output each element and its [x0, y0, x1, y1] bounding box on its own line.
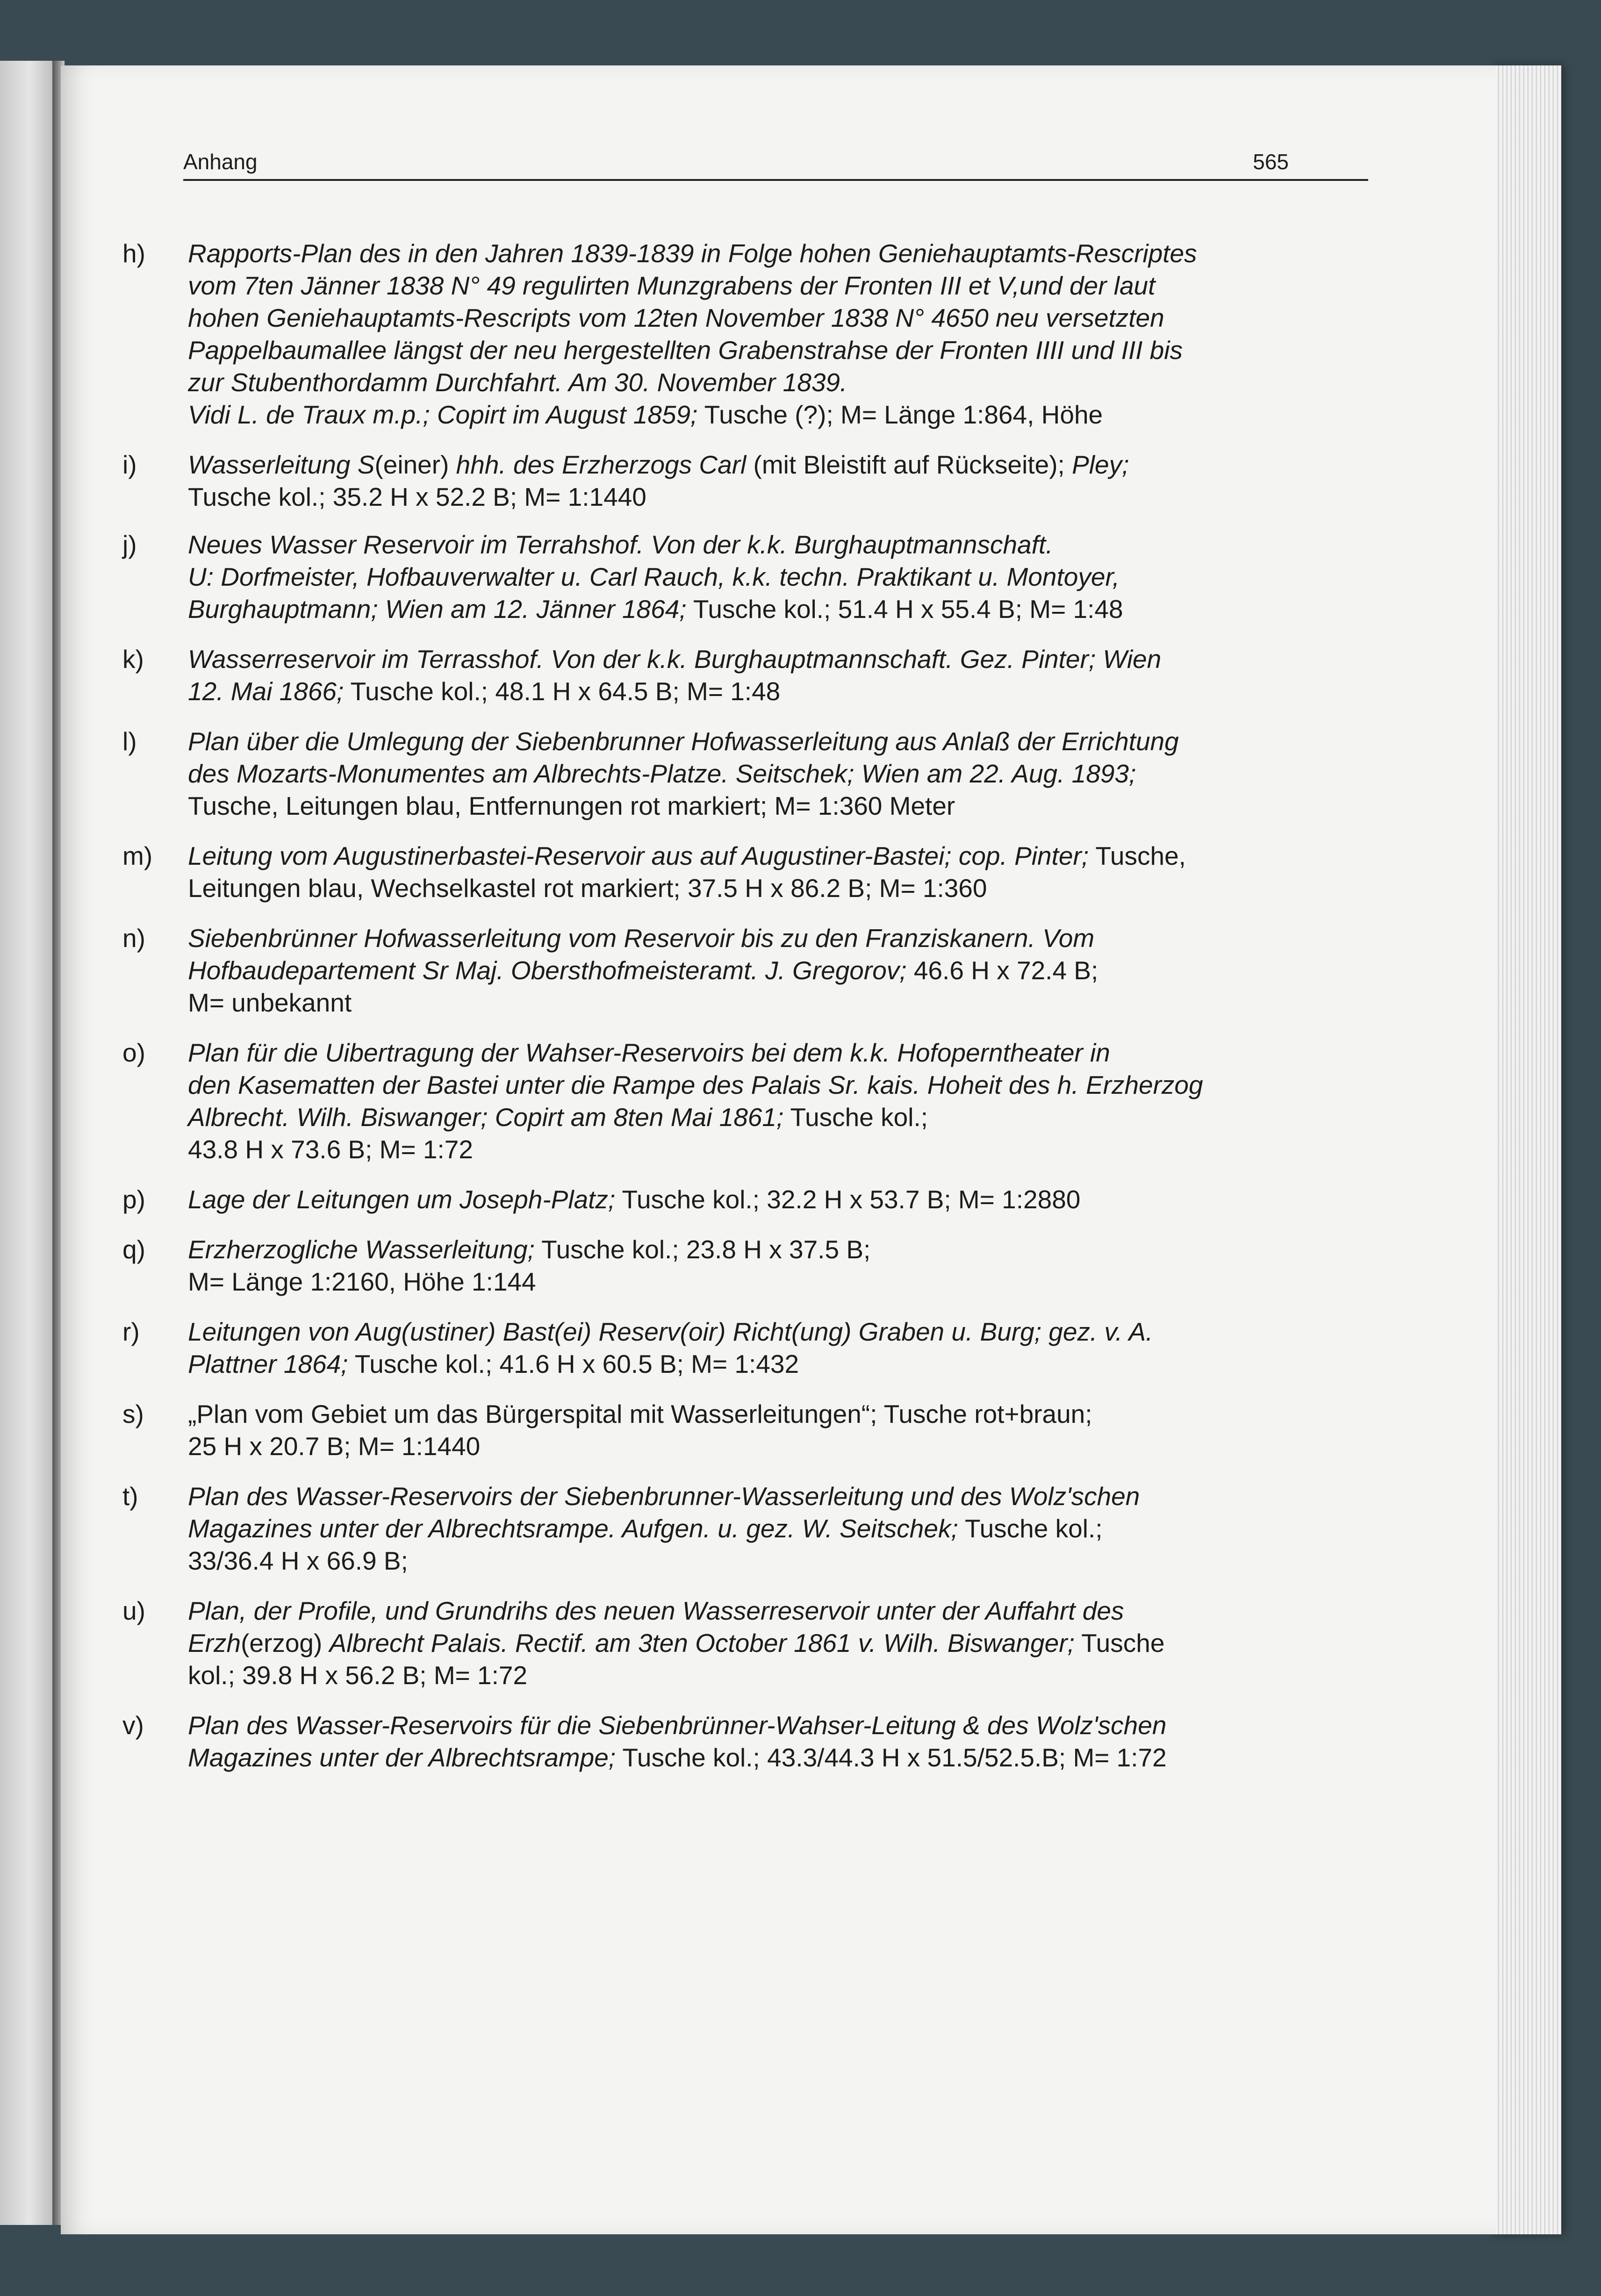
entry-text-italic: Siebenbrünner Hofwasserleitung vom Reservoir bis zu den Franziskanern. Vom	[188, 924, 1095, 953]
entry-text: Tusche kol.;	[783, 1103, 928, 1132]
entry-text: 46.6 H x 72.4 B;	[906, 956, 1098, 985]
entry-text-italic: Albrecht. Wilh. Biswanger; Copirt am 8ten Mai 1861;	[188, 1103, 784, 1132]
entry-text-italic: Rapports-Plan des in den Jahren 1839-1839 in Folge hohen Geniehauptamts-Rescriptes	[188, 239, 1197, 268]
catalog-entry	[122, 840, 1366, 904]
catalog-entry	[122, 1184, 1366, 1216]
entry-line	[188, 1430, 1366, 1463]
entry-text-italic: Plan für die Uibertragung der Wahser-Reservoirs bei dem k.k. Hofoperntheater in	[188, 1038, 1110, 1067]
entry-text: Tusche kol.; 43.3/44.3 H x 51.5/52.5.B; M= 1:72	[616, 1743, 1167, 1772]
entry-line	[188, 561, 1366, 593]
entry-text-italic: Plan des Wasser-Reservoirs für die Siebenbrünner-Wahser-Leitung & des Wolz'schen	[188, 1711, 1167, 1740]
catalog-entry	[122, 725, 1366, 822]
entry-line	[188, 1348, 1366, 1380]
entry-text-italic: vom 7ten Jänner 1838 N° 49 regulirten Munzgrabens der Fronten III et V,und der laut	[188, 271, 1156, 300]
entry-text: Tusche kol.; 48.1 H x 64.5 B; M= 1:48	[344, 677, 781, 706]
entry-line	[188, 1101, 1366, 1134]
entry-letter: m)	[122, 841, 153, 870]
entry-text-italic: Wasserreservoir im Terrasshof. Von der k.k. Burghauptmannschaft. Gez. Pinter; Wien	[188, 645, 1162, 674]
catalog-entry	[122, 1595, 1366, 1692]
entry-line	[188, 1659, 1366, 1692]
entry-line	[188, 922, 1366, 954]
entry-line	[188, 1234, 1366, 1266]
entry-line	[188, 758, 1366, 790]
entry-text: Tusche kol.; 32.2 H x 53.7 B; M= 1:2880	[615, 1185, 1081, 1214]
entry-text-italic: Albrecht Palais. Rectif. am 3ten October 1861 v. Wilh. Biswanger;	[329, 1629, 1075, 1657]
section-title: Anhang	[183, 150, 258, 174]
entry-text: Tusche kol.;	[958, 1514, 1103, 1543]
entry-letter: q)	[122, 1235, 145, 1264]
entry-text-italic: U: Dorfmeister, Hofbauverwalter u. Carl Rauch, k.k. techn. Praktikant u. Montoyer,	[188, 562, 1120, 591]
entry-letter: o)	[122, 1038, 145, 1067]
entry-letter: t)	[122, 1482, 138, 1511]
page-stack-edges	[1491, 65, 1561, 2234]
entry-line	[188, 270, 1366, 302]
entry-letter: p)	[122, 1185, 145, 1214]
entry-text-italic: Magazines unter der Albrechtsrampe. Aufgen. u. gez. W. Seitschek;	[188, 1514, 958, 1543]
catalog-entry	[122, 643, 1366, 708]
entry-line	[188, 872, 1366, 904]
entry-text-italic: den Kasematten der Bastei unter die Rampe des Palais Sr. kais. Hoheit des h. Erzherzog	[188, 1070, 1203, 1099]
entry-text-italic: Plan über die Umlegung der Siebenbrunner Hofwasserleitung aus Anlaß der Errichtung	[188, 727, 1179, 756]
entry-line	[188, 302, 1366, 334]
entry-text-italic: Erzh	[188, 1629, 241, 1657]
entry-line	[188, 790, 1366, 822]
entry-text: Tusche	[1074, 1629, 1165, 1657]
entry-text-italic: hohen Geniehauptamts-Rescripts vom 12ten November 1838 N° 4650 neu versetzten	[188, 303, 1164, 332]
entry-text: (mit Bleistift auf Rückseite);	[746, 450, 1072, 479]
entry-letter: r)	[122, 1317, 140, 1346]
catalog-entry	[122, 1234, 1366, 1298]
catalog-entry	[122, 1709, 1366, 1774]
entry-letter: k)	[122, 645, 144, 674]
entry-line	[188, 366, 1366, 399]
entry-text: Tusche kol.; 51.4 H x 55.4 B; M= 1:48	[686, 595, 1123, 624]
entry-line	[188, 1595, 1366, 1627]
entry-text-italic: 12. Mai 1866;	[188, 677, 344, 706]
entry-line	[188, 954, 1366, 987]
entry-text-italic: Plan des Wasser-Reservoirs der Siebenbrunner-Wasserleitung und des Wolz'schen	[188, 1482, 1140, 1511]
entry-line	[188, 643, 1366, 675]
entry-letter: i)	[122, 450, 137, 479]
entry-text: M= Länge 1:2160, Höhe 1:144	[188, 1267, 536, 1296]
running-header	[183, 143, 1368, 181]
catalog-entry	[122, 922, 1366, 1019]
entry-text: 25 H x 20.7 B; M= 1:1440	[188, 1432, 481, 1461]
entry-line	[188, 1742, 1366, 1774]
entry-text-italic: des Mozarts-Monumentes am Albrechts-Platze. Seitschek; Wien am 22. Aug. 1893;	[188, 759, 1136, 788]
entry-text-italic: Neues Wasser Reservoir im Terrahshof. Von der k.k. Burghauptmannschaft.	[188, 530, 1053, 559]
entry-text: (einer)	[374, 450, 456, 479]
entry-list	[122, 220, 1366, 1774]
entry-line	[188, 1398, 1366, 1430]
entry-line	[188, 593, 1366, 625]
entry-text: Tusche, Leitungen blau, Entfernungen rot markiert; M= 1:360 Meter	[188, 791, 955, 820]
entry-text: Leitungen blau, Wechselkastel rot markiert; 37.5 H x 86.2 B; M= 1:360	[188, 874, 987, 903]
entry-letter: s)	[122, 1399, 144, 1428]
entry-text-italic: Hofbaudepartement Sr Maj. Obersthofmeisteramt. J. Gregorov;	[188, 956, 907, 985]
page-number: 565	[1253, 150, 1289, 174]
entry-text-italic: Wasserleitung S	[188, 450, 375, 479]
entry-line	[188, 1545, 1366, 1577]
entry-line	[188, 334, 1366, 366]
entry-line	[188, 1316, 1366, 1348]
entry-line	[188, 675, 1366, 708]
catalog-entry	[122, 1037, 1366, 1166]
entry-text: Tusche kol.; 41.6 H x 60.5 B; M= 1:432	[348, 1349, 799, 1378]
entry-text-italic: Pley;	[1072, 450, 1129, 479]
entry-line	[188, 1627, 1366, 1659]
entry-letter: n)	[122, 924, 145, 953]
entry-line	[188, 1480, 1366, 1513]
entry-text-italic: Burghauptmann; Wien am 12. Jänner 1864;	[188, 595, 687, 624]
entry-text: kol.; 39.8 H x 56.2 B; M= 1:72	[188, 1661, 528, 1690]
entry-text: 33/36.4 H x 66.9 B;	[188, 1546, 408, 1575]
entry-letter: j)	[122, 530, 137, 559]
entry-line	[188, 529, 1366, 561]
entry-text: Tusche kol.; 23.8 H x 37.5 B;	[534, 1235, 871, 1264]
entry-letter: l)	[122, 727, 137, 756]
entry-text: Tusche (?); M= Länge 1:864, Höhe	[697, 400, 1103, 429]
entry-line	[188, 725, 1366, 758]
catalog-entry	[122, 529, 1366, 625]
entry-line	[188, 987, 1366, 1019]
entry-line	[188, 840, 1366, 872]
entry-text-italic: Lage der Leitungen um Joseph-Platz;	[188, 1185, 616, 1214]
entry-line	[188, 1513, 1366, 1545]
entry-line	[188, 1709, 1366, 1742]
entry-letter: h)	[122, 239, 145, 268]
entry-text-italic: zur Stubenthordamm Durchfahrt. Am 30. November 1839.	[188, 368, 847, 397]
entry-text-italic: Leitungen von Aug(ustiner) Bast(ei) Reserv(oir) Richt(ung) Graben u. Burg; gez. v. A.	[188, 1317, 1153, 1346]
entry-line	[188, 1134, 1366, 1166]
entry-text: Tusche kol.; 35.2 H x 52.2 B; M= 1:1440	[188, 482, 646, 511]
entry-text-italic: Vidi L. de Traux m.p.; Copirt im August 1859;	[188, 400, 698, 429]
catalog-entry	[122, 1480, 1366, 1577]
entry-line	[188, 399, 1366, 431]
entry-line	[188, 1037, 1366, 1069]
entry-text-italic: Magazines unter der Albrechtsrampe;	[188, 1743, 616, 1772]
entry-text-italic: Erzherzogliche Wasserleitung;	[188, 1235, 535, 1264]
entry-text-italic: hhh. des Erzherzogs Carl	[456, 450, 747, 479]
entry-text: „Plan vom Gebiet um das Bürgerspital mit Wasserleitungen“; Tusche rot+braun;	[188, 1399, 1092, 1428]
entry-line	[188, 1266, 1366, 1298]
entry-letter: v)	[122, 1711, 144, 1740]
catalog-entry	[122, 1398, 1366, 1463]
entry-text-italic: Plan, der Profile, und Grundrihs des neuen Wasserreservoir unter der Auffahrt des	[188, 1596, 1124, 1625]
entry-text-italic: Plattner 1864;	[188, 1349, 348, 1378]
entry-line	[188, 1069, 1366, 1101]
entry-text-italic: Leitung vom Augustinerbastei-Reservoir aus auf Augustiner-Bastei; cop. Pinter;	[188, 841, 1089, 870]
entry-text: (erzog)	[241, 1629, 330, 1657]
entry-line	[188, 1184, 1366, 1216]
entry-text: 43.8 H x 73.6 B; M= 1:72	[188, 1135, 473, 1164]
entry-line	[188, 449, 1366, 481]
entry-text-italic: Pappelbaumallee längst der neu hergestellten Grabenstrahse der Fronten IIII und III bis	[188, 336, 1183, 365]
catalog-entry	[122, 237, 1366, 431]
entry-letter: u)	[122, 1596, 145, 1625]
entry-text: M= unbekannt	[188, 988, 352, 1017]
catalog-entry	[122, 1316, 1366, 1380]
entry-line	[188, 481, 1366, 513]
entry-text: Tusche,	[1089, 841, 1186, 870]
previous-page-edge	[0, 61, 54, 2225]
catalog-entry	[122, 449, 1366, 513]
entry-line	[188, 237, 1366, 270]
